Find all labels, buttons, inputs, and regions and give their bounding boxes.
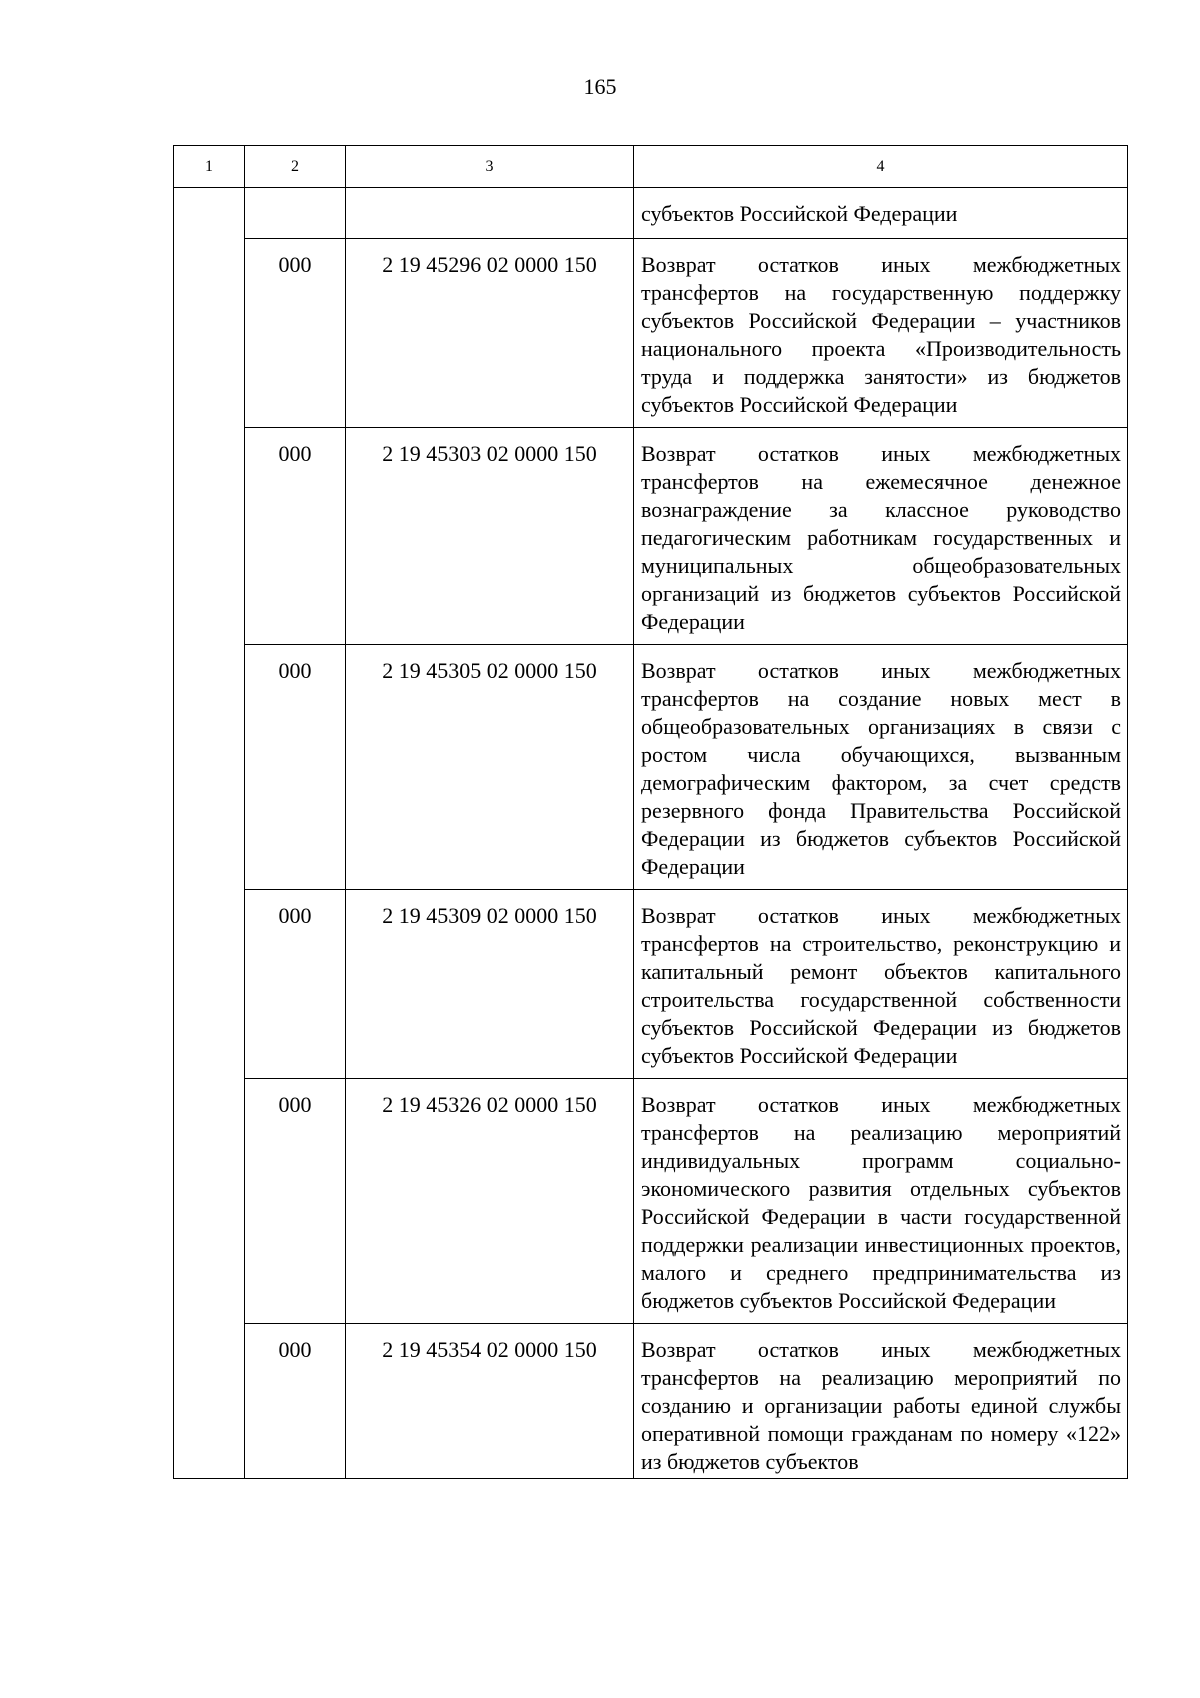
- admin-cell: [245, 188, 346, 239]
- page-number: 165: [583, 74, 617, 99]
- continuation-description: субъектов Российской Федерации: [634, 188, 1128, 239]
- description: Возврат остатков иных межбюджетных трансфертов на ежемесячное денежное вознаграждение за классное руководство педагогическим работникам государственных и муниципальных общеобразовательных организаций из бюджетов субъектов Российской Федерации: [634, 428, 1128, 645]
- table-row: [174, 645, 1128, 890]
- budget-code: 2 19 45303 02 0000 150: [346, 428, 634, 645]
- description: Возврат остатков иных межбюджетных трансфертов на реализацию мероприятий индивидуальных программ социально-экономического развития отдельных субъектов Российской Федерации в части государственной поддержки реализации инвестиционных проектов, малого и среднего предпринимательства из бюджетов субъектов Российской Федерации: [634, 1079, 1128, 1324]
- table-row: [174, 239, 1128, 428]
- admin-code: 000: [245, 428, 346, 645]
- table-row: [174, 890, 1128, 1079]
- description: Возврат остатков иных межбюджетных трансфертов на создание новых мест в общеобразовательных организациях в связи с ростом числа обучающихся, вызванным демографическим фактором, за счет средств резервного фонда Правительства Российской Федерации из бюджетов субъектов Российской Федерации: [634, 645, 1128, 890]
- budget-code: 2 19 45305 02 0000 150: [346, 645, 634, 890]
- header-col-3: 3: [346, 146, 634, 188]
- budget-code: 2 19 45296 02 0000 150: [346, 239, 634, 428]
- header-col-4: 4: [634, 146, 1128, 188]
- code-cell: [346, 188, 634, 239]
- admin-code: 000: [245, 890, 346, 1079]
- table-row: [174, 1079, 1128, 1324]
- description: Возврат остатков иных межбюджетных трансфертов на государственную поддержку субъектов Российской Федерации – участников национального проекта «Производительность труда и поддержка занятости» из бюджетов субъектов Российской Федерации: [634, 239, 1128, 428]
- continuation-row: [174, 188, 1128, 239]
- table-row: [174, 428, 1128, 645]
- budget-code: 2 19 45354 02 0000 150: [346, 1324, 634, 1479]
- description: Возврат остатков иных межбюджетных трансфертов на строительство, реконструкцию и капитальный ремонт объектов капитального строительства государственной собственности субъектов Российской Федерации из бюджетов субъектов Российской Федерации: [634, 890, 1128, 1079]
- header-row: [174, 146, 1128, 188]
- admin-code: 000: [245, 645, 346, 890]
- header-col-2: 2: [245, 146, 346, 188]
- admin-code: 000: [245, 1079, 346, 1324]
- header-col-1: 1: [174, 146, 245, 188]
- description: Возврат остатков иных межбюджетных трансфертов на реализацию мероприятий по созданию и организации работы единой службы оперативной помощи гражданам по номеру «122» из бюджетов субъектов: [634, 1324, 1128, 1479]
- table-row: [174, 1324, 1128, 1479]
- admin-code: 000: [245, 239, 346, 428]
- budget-code: 2 19 45309 02 0000 150: [346, 890, 634, 1079]
- budget-code-table: [173, 145, 1128, 1479]
- budget-code: 2 19 45326 02 0000 150: [346, 1079, 634, 1324]
- admin-code: 000: [245, 1324, 346, 1479]
- group-cell: [174, 188, 245, 1479]
